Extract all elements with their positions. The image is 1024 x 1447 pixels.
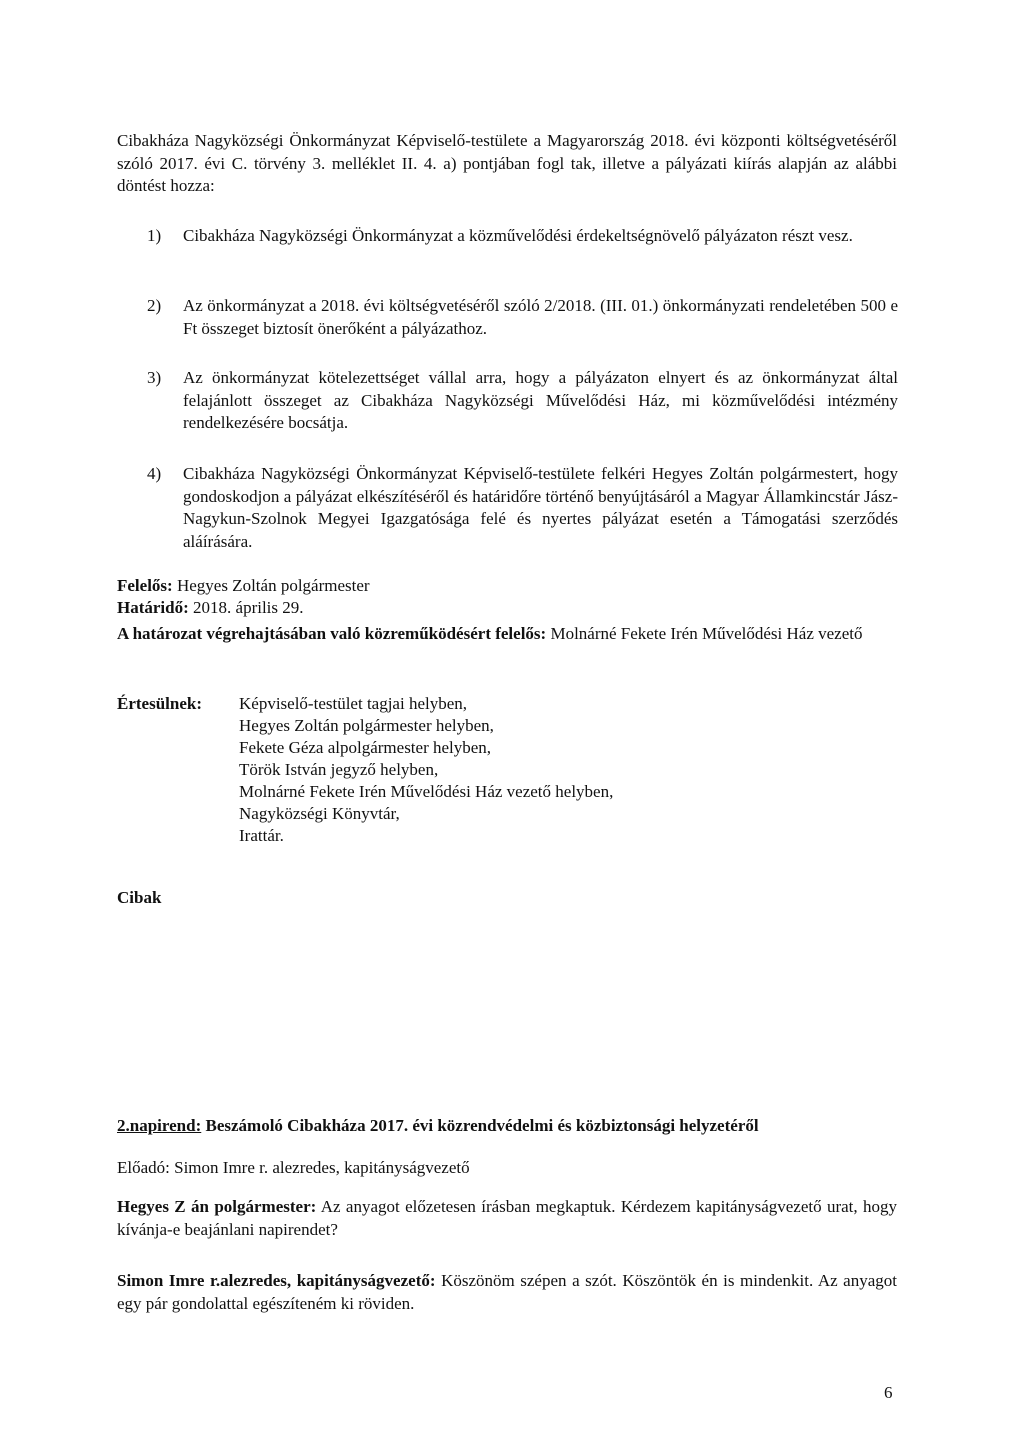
agenda-heading: [117, 1115, 897, 1138]
resolution-item-1: [147, 225, 898, 248]
cooperation-label: A határozat végrehajtásában való közreműködésért felelős:: [117, 624, 547, 643]
list-item: Fekete Géza alpolgármester helyben,: [239, 738, 492, 757]
item-number: 2): [147, 296, 162, 315]
resolution-item-2: [147, 295, 898, 340]
speech-text: Az anyagot előzetesen írásban megkaptuk. Kérdezem kapitányságvezető urat, hogy kívánja-e beajánlani napirendet?: [117, 1197, 898, 1239]
mayor-speech: [117, 1196, 897, 1241]
agenda-label: 2.napirend:: [117, 1116, 202, 1135]
item-number: 4): [147, 464, 162, 483]
deadline-line: [117, 597, 304, 619]
item-number: 3): [147, 368, 162, 387]
cutoff-text: Cibak: [117, 888, 162, 907]
item-number: 1): [147, 226, 162, 245]
responsible-line: [117, 575, 370, 597]
speech-text: Köszönöm szépen a szót. Köszöntök én is mindenkit. Az anyagot egy pár gondolattal egészíteném ki röviden.: [117, 1271, 897, 1313]
list-item: Irattár.: [239, 826, 284, 845]
captain-speech: [117, 1270, 897, 1315]
responsible-label: Felelős:: [117, 576, 173, 595]
list-item: Hegyes Zoltán polgármester helyben,: [239, 716, 494, 735]
resolution-item-4: [147, 463, 898, 553]
resolution-item-3: [147, 367, 898, 435]
speaker-name: Simon Imre r.alezredes, kapitányságvezető:: [117, 1271, 436, 1290]
speaker-name: Hegyes Z án polgármester:: [117, 1197, 317, 1216]
notified-label: Értesülnek:: [117, 694, 202, 713]
list-item: Molnárné Fekete Irén Művelődési Ház vezető helyben,: [239, 782, 614, 801]
item-text: Az önkormányzat kötelezettséget vállal arra, hogy a pályázaton elnyert és az önkormányzat által felajánlott összeget az Cibakháza Nagyközségi Művelődési Ház, mi közművelődési intézmény rendelkezésére bocsátja.: [183, 368, 898, 432]
agenda-title: Beszámoló Cibakháza 2017. évi közrendvédelmi és közbiztonsági helyzetéről: [205, 1116, 759, 1135]
intro-paragraph: Cibakháza Nagyközségi Önkormányzat Képviselő-testülete a Magyarország 2018. évi központi költségvetéséről szóló 2017. évi C. törvény 3. melléklet II. 4. a) pontjában fogl tak, illetve a pályázati kiírás alapján az alábbi döntést hozza:: [117, 131, 897, 195]
item-text: Az önkormányzat a 2018. évi költségvetéséről szóló 2/2018. (III. 01.) önkormányzati rendeletében 500 e Ft összeget biztosít önerőként a pályázathoz.: [183, 296, 898, 338]
list-item: Török István jegyző helyben,: [239, 760, 439, 779]
deadline-label: Határidő:: [117, 598, 189, 617]
list-item: Képviselő-testület tagjai helyben,: [239, 694, 468, 713]
page-number: 6: [884, 1383, 893, 1402]
presenter-line: Előadó: Simon Imre r. alezredes, kapitányságvezető: [117, 1158, 470, 1177]
responsible-value: Hegyes Zoltán polgármester: [176, 576, 370, 595]
item-text: Cibakháza Nagyközségi Önkormányzat Képviselő-testülete felkéri Hegyes Zoltán polgármestert, hogy gondoskodjon a pályázat elkészítéséről és határidőre történő benyújtásáról a Magyar Államkincstár Jász-Nagykun-Szolnok Megyei Igazgatósága felé és nyertes pályázat esetén a Támogatási szerződés aláírására.: [183, 464, 898, 551]
list-item: Nagyközségi Könyvtár,: [239, 804, 400, 823]
cooperation-paragraph: [117, 623, 897, 646]
cooperation-value: Molnárné Fekete Irén Művelődési Ház vezető: [550, 624, 863, 643]
deadline-value: 2018. április 29.: [193, 598, 304, 617]
item-text: Cibakháza Nagyközségi Önkormányzat a közművelődési érdekeltségnövelő pályázaton részt vesz.: [183, 226, 853, 245]
notified-list: [239, 693, 613, 847]
